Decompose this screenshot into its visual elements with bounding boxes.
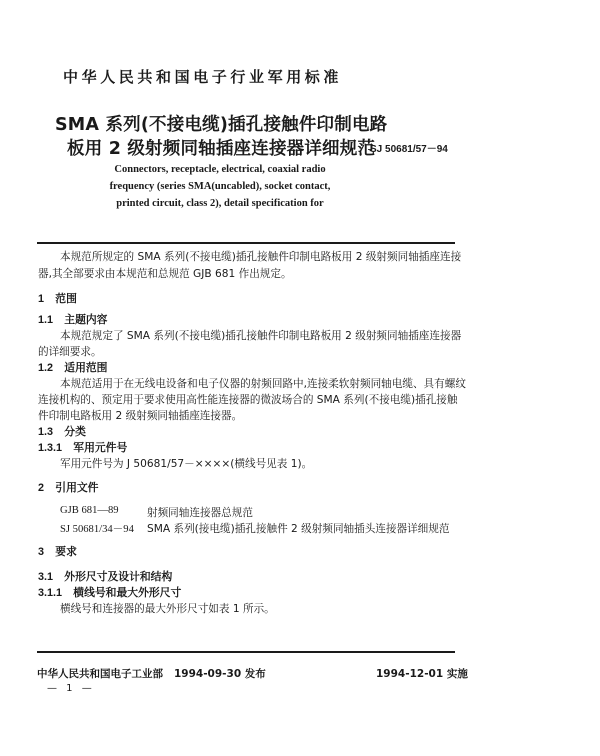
section-number: 2 bbox=[38, 482, 45, 494]
section-title: 范围 bbox=[55, 292, 77, 305]
section-1-3-heading bbox=[38, 424, 86, 439]
top-divider bbox=[37, 242, 455, 244]
section-number: 1 bbox=[38, 293, 45, 305]
standard-category: 中华人民共和国电子行业军用标准 bbox=[63, 68, 343, 86]
ref-code-2: SJ 50681/34－94 bbox=[60, 524, 134, 535]
effective-date: 1994-12-01 实施 bbox=[376, 668, 468, 680]
english-title-line-1: Connectors, receptacle, electrical, coaxial radio bbox=[114, 164, 326, 175]
section-title: 引用文件 bbox=[55, 481, 99, 494]
s1-2-line-1: 本规范适用于在无线电设备和电子仪器的射频回路中,连接柔软射频同轴电缆、具有螺纹 bbox=[60, 378, 466, 390]
page-number: — 1 — bbox=[47, 683, 95, 694]
s1-1-line-1: 本规范规定了 SMA 系列(不接电缆)插孔接触件印制电路板用 2 级射频同轴插座连接器 bbox=[60, 330, 462, 342]
title-line-2: 板用 2 级射频同轴插座连接器详细规范 bbox=[67, 139, 376, 159]
section-title: 横线号和最大外形尺寸 bbox=[73, 586, 182, 599]
section-number: 3.1.1 bbox=[38, 587, 63, 599]
section-title: 军用元件号 bbox=[73, 441, 128, 454]
section-title: 主题内容 bbox=[64, 313, 108, 326]
section-1-1-heading bbox=[38, 312, 107, 327]
s3-1-1-line-1: 横线号和连接器的最大外形尺寸如表 1 所示。 bbox=[60, 603, 275, 615]
doc-number: SJ 50681/57－94 bbox=[370, 144, 448, 155]
section-title: 适用范围 bbox=[64, 361, 108, 374]
english-title-line-3: printed circuit, class 2), detail specification for bbox=[116, 198, 324, 209]
section-3-1-1-heading bbox=[38, 585, 181, 600]
ref-title-1: 射频同轴连接器总规范 bbox=[147, 507, 253, 519]
section-1-3-1-heading bbox=[38, 440, 127, 455]
english-title-line-2: frequency (series SMA(uncabled), socket contact, bbox=[109, 181, 331, 192]
section-title: 要求 bbox=[55, 545, 77, 558]
section-number: 3 bbox=[38, 546, 45, 558]
section-title: 外形尺寸及设计和结构 bbox=[64, 570, 173, 583]
footer-issuer bbox=[37, 666, 266, 681]
section-number: 1.3 bbox=[38, 426, 54, 438]
intro-line-1: 本规范所规定的 SMA 系列(不接电缆)插孔接触件印制电路板用 2 级射频同轴插座连接 bbox=[60, 251, 462, 263]
ref-code-1: GJB 681—89 bbox=[60, 505, 119, 516]
section-number: 1.2 bbox=[38, 362, 54, 374]
section-1-2-heading bbox=[38, 360, 107, 375]
section-number: 1.3.1 bbox=[38, 442, 63, 454]
s1-1-line-2: 的详细要求。 bbox=[38, 346, 102, 358]
title-line-1: SMA 系列(不接电缆)插孔接触件印制电路 bbox=[55, 115, 388, 135]
s1-2-line-2: 连接机构的、预定用于要求使用高性能连接器的微波场合的 SMA 系列(不接电缆)插孔接触 bbox=[38, 394, 458, 406]
issue-date: 1994-09-30 发布 bbox=[173, 668, 266, 680]
section-3-heading bbox=[38, 544, 77, 559]
issuer: 中华人民共和国电子工业部 bbox=[37, 668, 163, 680]
section-number: 3.1 bbox=[38, 571, 54, 583]
section-1-heading bbox=[38, 291, 77, 306]
section-3-1-heading bbox=[38, 569, 172, 584]
section-number: 1.1 bbox=[38, 314, 54, 326]
ref-title-2: SMA 系列(接电缆)插孔接触件 2 级射频同轴插头连接器详细规范 bbox=[147, 523, 450, 535]
s1-3-1-line-1: 军用元件号为 J 50681/57－××××(横线号见表 1)。 bbox=[60, 458, 313, 470]
s1-2-line-3: 件印制电路板用 2 级射频同轴插座连接器。 bbox=[38, 410, 243, 422]
section-title: 分类 bbox=[64, 425, 86, 438]
bottom-divider bbox=[37, 651, 455, 653]
section-2-heading bbox=[38, 480, 98, 495]
intro-line-2: 器,其全部要求由本规范和总规范 GJB 681 作出规定。 bbox=[38, 268, 292, 280]
